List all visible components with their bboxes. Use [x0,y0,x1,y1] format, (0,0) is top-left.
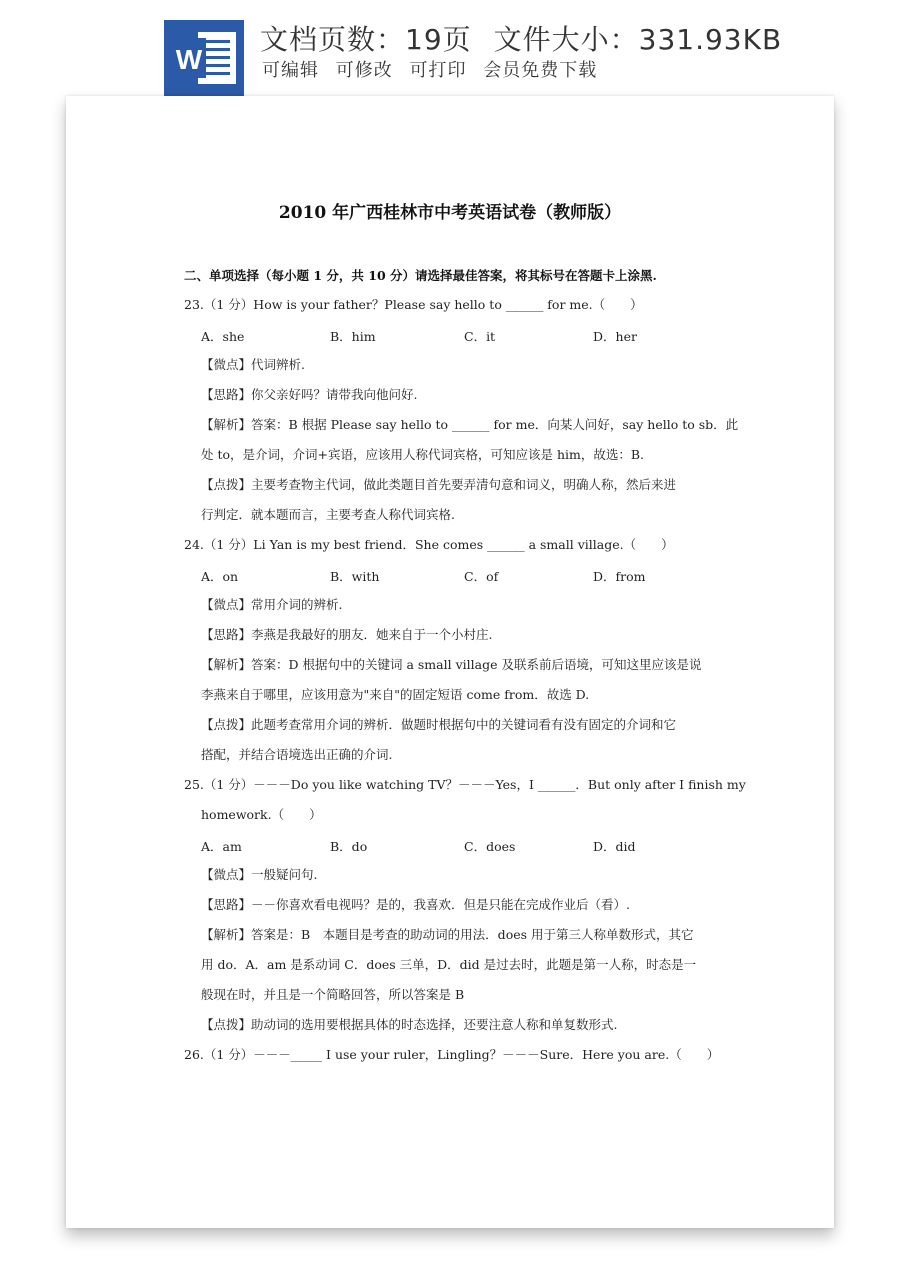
feature-modifiable: 可修改 [335,60,393,81]
word-document-icon [164,20,244,96]
q24-option-a: A．on [201,569,239,584]
q23-dianbo-line-1: 【点拨】主要考查物主代词，做此类题目首先要弄清句意和词义，明确人称，然后来进 [201,477,677,492]
q25-option-a: A．am [201,839,242,854]
q24-option-b: B．with [330,569,380,584]
document-title: 2010 年广西桂林市中考英语试卷（教师版） [278,203,622,223]
q23-dianbo-line-2: 行判定．就本题而言，主要考查人称代词宾格. [201,507,455,522]
question-26-stem: 26.（1 分）－－－_____ I use your ruler，Lingling？－－－Sure．Here you are.（ ） [184,1047,720,1062]
q24-dianbo-line-1: 【点拨】此题考查常用介词的辨析．做题时根据句中的关键词看有没有固定的介词和它 [201,717,677,732]
q23-option-d: D．her [593,329,637,344]
svg-text:W: W [175,44,203,75]
file-size: 文件大小：331.93KB [493,23,783,56]
section-heading: 二、单项选择（每小题 1 分，共 10 分）请选择最佳答案，将其标号在答题卡上涂黑. [184,268,657,283]
q25-option-b: B．do [330,839,368,854]
q24-weidian: 【微点】常用介词的辨析. [201,597,343,612]
q25-option-d: D．did [593,839,636,854]
q23-option-a: A．she [201,329,245,344]
q23-jiexi-line-1: 【解析】答案：B 根据 Please say hello to ______ for me．向某人问好，say hello to sb．此 [201,417,739,432]
q25-silu: 【思路】－－你喜欢看电视吗？是的，我喜欢．但是只能在完成作业后（看）. [201,897,630,912]
feature-printable: 可打印 [409,60,467,81]
q25-option-c: C．does [464,839,516,854]
page-count: 文档页数：19页 [260,23,472,56]
question-23-stem: 23.（1 分）How is your father？Please say hello to ______ for me.（ ） [184,297,643,312]
question-24-stem: 24.（1 分）Li Yan is my best friend．She comes ______ a small village.（ ） [184,537,674,552]
q25-dianbo: 【点拨】助动词的选用要根据具体的时态选择，还要注意人称和单复数形式. [201,1017,618,1032]
q23-jiexi-line-2: 处 to，是介词，介词+宾语，应该用人称代词宾格，可知应该是 him，故选：B. [201,447,645,462]
q24-silu: 【思路】李燕是我最好的朋友．她来自于一个小村庄. [201,627,493,642]
feature-member-download: 会员免费下载 [483,60,598,81]
q24-jiexi-line-1: 【解析】答案：D 根据句中的关键词 a small village 及联系前后语境，可知这里应该是说 [201,657,702,672]
q23-option-b: B．him [330,329,376,344]
q24-option-c: C．of [464,569,499,584]
download-banner [0,0,900,100]
q24-jiexi-line-2: 李燕来自于哪里，应该用意为"来自"的固定短语 come from．故选 D. [201,687,590,702]
question-25-stem-line-1: 25.（1 分）－－－Do you like watching TV？－－－Yes，I ______．But only after I finish my [184,777,746,792]
q25-jiexi-line-3: 般现在时，并且是一个简略回答，所以答案是 B [201,987,465,1002]
q23-silu: 【思路】你父亲好吗？请带我向他问好. [201,387,418,402]
q25-weidian: 【微点】一般疑问句. [201,867,318,882]
q24-option-d: D．from [593,569,646,584]
file-info [260,18,782,58]
question-25-stem-line-2: homework.（ ） [201,807,322,822]
feature-list [262,56,607,82]
feature-editable: 可编辑 [262,60,319,81]
q25-jiexi-line-2: 用 do．A．am 是系动词 C．does 三单，D．did 是过去时，此题是第一人称，时态是一 [201,957,697,972]
q24-dianbo-line-2: 搭配，并结合语境选出正确的介词. [201,747,393,762]
q25-jiexi-line-1: 【解析】答案是：B 本题目是考查的助动词的用法．does 用于第三人称单数形式，其它 [201,927,694,942]
q23-weidian: 【微点】代词辨析. [201,357,305,372]
q23-option-c: C．it [464,329,496,344]
